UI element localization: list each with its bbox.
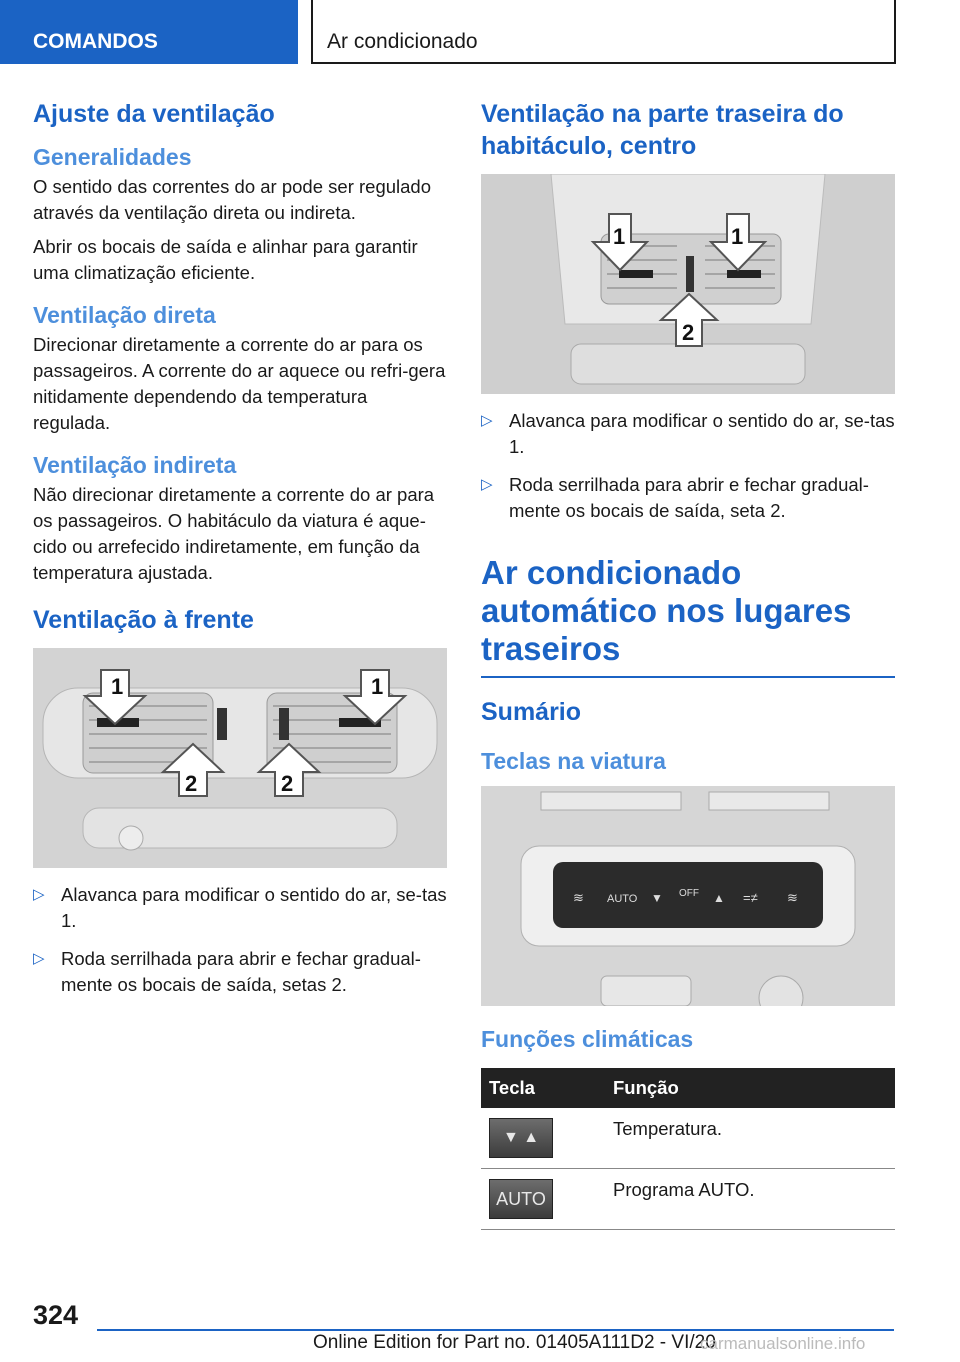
- right-column: [481, 98, 895, 1230]
- key-cell: [481, 1169, 605, 1230]
- rear-bullet-list: [481, 408, 895, 524]
- table-row: [481, 1108, 895, 1169]
- front-vents-figure: [33, 648, 447, 868]
- climate-functions-table: [481, 1068, 895, 1230]
- list-item: ▷ Roda serrilhada para abrir e fechar gradual-mente os bocais de saída, setas 2.: [33, 948, 421, 995]
- panel-auto-key: AUTO: [607, 893, 638, 905]
- svg-text:▲: ▲: [713, 891, 725, 905]
- panel-off-key: OFF: [679, 888, 699, 899]
- col-key-header: Tecla: [481, 1068, 605, 1108]
- fig-label-1a: 1: [613, 224, 626, 249]
- arrow-bullet-icon: ▷: [33, 950, 45, 967]
- left-column: [33, 98, 447, 1010]
- paragraph: Direcionar diretamente a corrente do ar para os passageiros. A corrente do ar aquece ou refri-gera nitidamente dependendo da temperatura regulada.: [33, 334, 446, 433]
- page-number: 324: [33, 1300, 79, 1330]
- arrow-bullet-icon: ▷: [481, 476, 493, 493]
- rear-vents-figure: [481, 174, 895, 394]
- fig-label-1b: 1: [371, 674, 384, 699]
- footer-divider: [97, 1329, 894, 1331]
- heading-rear-automatic-ac: Ar condicionado automático nos lugares traseiros: [481, 554, 852, 667]
- front-bullet-list: [33, 882, 447, 998]
- list-item: ▷ Roda serrilhada para abrir e fechar gradual-mente os bocais de saída, seta 2.: [481, 474, 869, 521]
- paragraph: Abrir os bocais de saída e alinhar para garantir uma climatização eficiente.: [33, 236, 418, 283]
- heading-adjust-ventilation: Ajuste da ventilação: [33, 100, 275, 128]
- heading-front-ventilation: Ventilação à frente: [33, 606, 254, 634]
- list-item: ▷ Alavanca para modificar o sentido do ar, se-tas 1.: [33, 884, 447, 931]
- divider: [481, 676, 895, 678]
- section-tab: COMANDOS: [0, 0, 298, 64]
- fig-label-2b: 2: [281, 771, 294, 796]
- list-item: ▷ Alavanca para modificar o sentido do ar, se-tas 1.: [481, 410, 895, 457]
- temperature-key-icon: ▼ ▲: [489, 1118, 553, 1158]
- chapter-title: Ar condicionado: [311, 0, 896, 64]
- heading-summary: Sumário: [481, 698, 582, 726]
- key-cell: [481, 1108, 605, 1169]
- fig-label-2a: 2: [185, 771, 198, 796]
- heading-climate-functions: Funções climáticas: [481, 1026, 694, 1052]
- svg-text:≋: ≋: [573, 890, 584, 905]
- function-cell: Temperatura.: [605, 1108, 895, 1169]
- svg-text:≋: ≋: [787, 890, 798, 905]
- fig-label-1b: 1: [731, 224, 744, 249]
- arrow-bullet-icon: ▷: [481, 412, 493, 429]
- fig-label-1a: 1: [111, 674, 124, 699]
- svg-text:▼: ▼: [651, 891, 663, 905]
- table-header-row: [481, 1068, 895, 1108]
- heading-rear-ventilation: Ventilação na parte traseira do habitáculo, centro: [481, 100, 844, 160]
- heading-general: Generalidades: [33, 144, 192, 170]
- rear-control-panel-figure: [481, 786, 895, 1006]
- auto-key-icon: AUTO: [489, 1179, 553, 1219]
- paragraph: O sentido das correntes do ar pode ser regulado através da ventilação direta ou indireta.: [33, 176, 431, 223]
- table-row: [481, 1169, 895, 1230]
- watermark: carmanualsonline.info: [700, 1334, 866, 1353]
- paragraph: Não direcionar diretamente a corrente do ar para os passageiros. O habitáculo da viatura é aque-cido ou arrefecido indiretamente, em função da temperatura ajustada.: [33, 484, 435, 583]
- heading-indirect: Ventilação indireta: [33, 452, 237, 478]
- edition-footer: Online Edition for Part no. 01405A111D2 - VI/20: [313, 1332, 716, 1353]
- fig-label-2: 2: [682, 320, 695, 345]
- heading-direct: Ventilação direta: [33, 302, 216, 328]
- col-function-header: Função: [605, 1068, 895, 1108]
- svg-text:=≠: =≠: [743, 890, 758, 905]
- heading-vehicle-keys: Teclas na viatura: [481, 748, 666, 774]
- arrow-bullet-icon: ▷: [33, 886, 45, 903]
- function-cell: Programa AUTO.: [605, 1169, 895, 1230]
